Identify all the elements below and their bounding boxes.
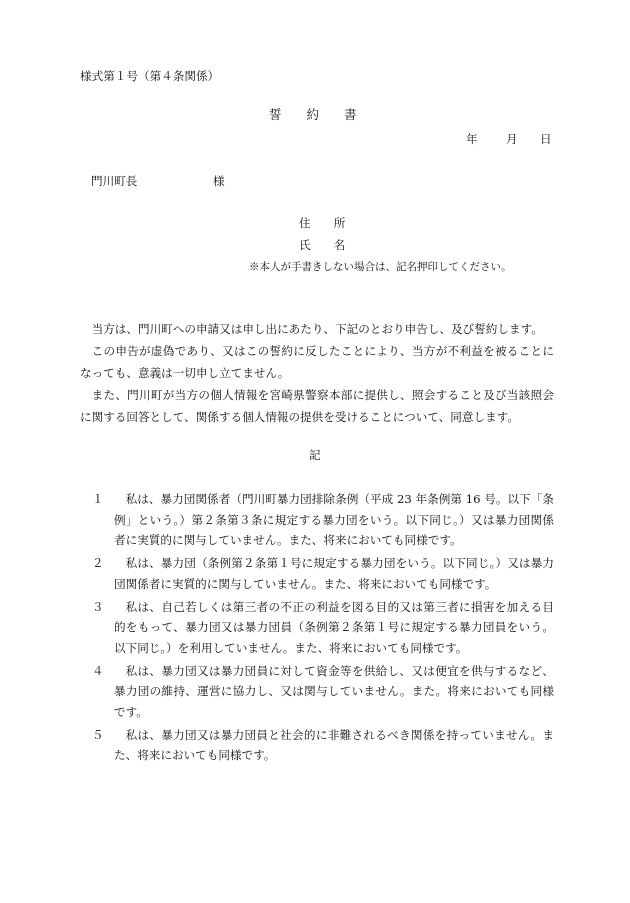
item-number: ５ [92,727,104,742]
ki-heading: 記 [309,448,321,462]
item-text: 私は、暴力団又は暴力団員と社会的に非難されるべき関係を持っていません。また、将来においても同様です。 [114,727,554,762]
item-number: ２ [92,556,104,570]
date-day: 日 [540,132,552,146]
form-number: 様式第１号（第４条関係） [80,69,220,83]
signature-note: ※本人が手書きしない場合は、記名押印してください。 [249,261,512,273]
body-paragraph: 当方は、門川町への申請又は申し出にあたり、下記のとおり申告し、及び誓約します。 [91,322,543,336]
item-text: 私は、暴力団関係者（門川町暴力団排除条例（平成 23 年条例第 16 号。以下「条例」という。）第２条第３条に規定する暴力団をいう。以下同じ。）又は暴力団関係者に実質的に関与していません。また、将来においても同様です。 [114,492,554,547]
item-number: ４ [92,663,104,678]
item-text: 私は、暴力団（条例第２条第１号に規定する暴力団をいう。以下同じ。）又は暴力団関係者に実質的に関与していません。また、将来においても同様です。 [114,556,554,591]
item-text: 私は、暴力団又は暴力団員に対して資金等を供給し、又は便宜を供与するなど、暴力団の維持、運営に協力し、又は関与していません。また。将来においても同様です。 [114,663,554,719]
pledge-list [80,489,554,768]
body-paragraph: この申告が虚偽であり、又はこの誓約に反したことにより、当方が不利益を被ることになっても、意義は一切申し立てません。 [80,344,554,380]
body-paragraph: また、門川町が当方の個人情報を宮崎県警察本部に提供し、照会すること及び当該照会に関する回答として、関係する個人情報の提供を受けることについて、同意します。 [80,388,554,424]
address-label: 住 所 [299,216,346,230]
name-label: 氏 名 [299,238,346,252]
list-item [80,725,554,766]
list-item [80,553,554,594]
item-text: 私は、自己若しくは第三者の不正の利益を図る目的又は第三者に損害を加える目的をもって、暴力団又は暴力団員（条例第２条第１号に規定する暴力団員をいう。以下同じ。）を利用していません。また、将来においても同様です。 [114,599,554,655]
date-month: 月 [506,132,518,146]
list-item [80,661,554,723]
addressee-name: 門川町長 [91,174,138,188]
item-number: １ [92,492,104,506]
addressee-honorific: 様 [213,174,225,188]
list-item [80,597,554,659]
item-number: ３ [92,599,104,614]
document-title: 誓 約 書 [269,107,357,122]
date-year: 年 [466,132,478,146]
list-item [80,489,554,551]
declaration-body [80,318,554,428]
